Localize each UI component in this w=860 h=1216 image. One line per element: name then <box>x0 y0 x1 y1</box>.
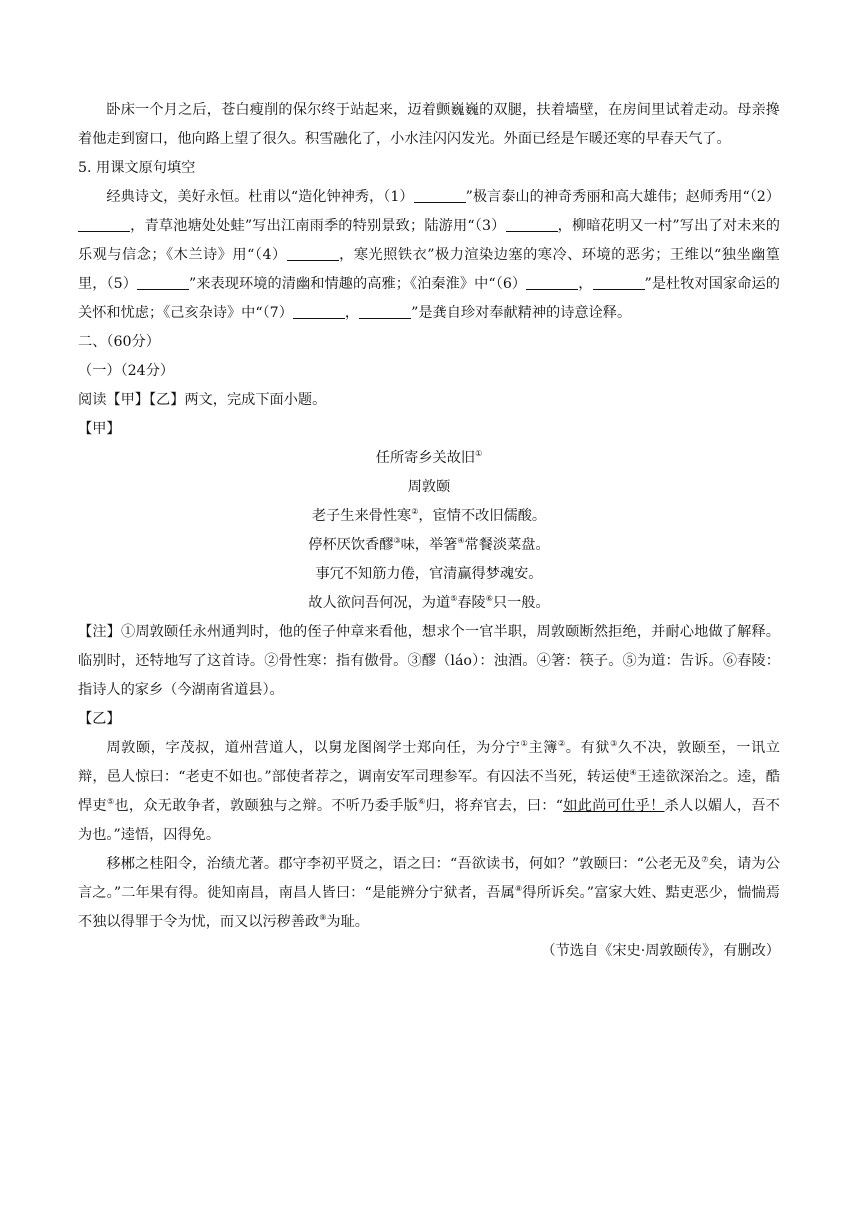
footnote-marker: ④ <box>457 536 465 545</box>
q5-text: ”来表现环境的清幽和情趣的高雅；《泊秦淮》中“（6） <box>188 276 527 292</box>
narrative-paragraph: 卧床一个月之后，苍白瘦削的保尔终于站起来，迈着颤巍巍的双腿，扶着墙壁，在房间里试着走动。母亲搀着他走到窗口，他向路上望了很久。积雪融化了，小水洼闪闪发光。外面已经是乍暖还寒的早春天气了。 <box>78 102 780 147</box>
q5-text: ， <box>344 305 360 321</box>
passage-text: 王逵欲深治之。逵，酷悍吏 <box>78 769 780 814</box>
document-page <box>78 96 780 966</box>
footnote-marker: ⑧ <box>514 884 523 893</box>
footnote-marker: ③ <box>610 739 618 748</box>
q5-text: ，柳暗花明又一村”写出了对未来的乐观与信念；《木兰诗》用“（4） <box>78 218 780 263</box>
poem-text: 停杯厌饮香醪 <box>308 537 394 553</box>
poem-line-4 <box>78 589 780 618</box>
q5-text: ”极言泰山的神奇秀丽和高大雄伟；赵师秀用“（2） <box>465 189 781 205</box>
answer-blank-5[interactable] <box>137 275 189 290</box>
underlined-sentence: 如此尚可仕乎！ <box>563 798 665 814</box>
poem-text: 春陵 <box>457 595 486 611</box>
answer-blank-6a[interactable] <box>526 275 578 290</box>
answer-blank-7a[interactable] <box>293 304 345 319</box>
footnote-marker: ⑤ <box>450 594 458 603</box>
passage-yi-paragraph-1 <box>78 734 780 850</box>
answer-blank-1[interactable] <box>414 188 466 203</box>
subsection-heading: （一）（24分） <box>78 363 175 379</box>
poem-line-3: 事冗不知筋力倦，官清赢得梦魂安。 <box>315 566 543 582</box>
passage-text: 久不决，敦颐至，一讯立辩，邑人惊曰：“老吏不如也。”部使者荐之，调南安军司理参军。有囚法不当死，转运使 <box>78 740 780 785</box>
answer-blank-2[interactable] <box>78 217 130 232</box>
passage-text: 。有狱 <box>565 740 611 756</box>
poem-text: 只一般。 <box>492 595 550 611</box>
answer-blank-4[interactable] <box>287 246 339 261</box>
poem-text: 故人欲问吾何况，为道 <box>308 595 451 611</box>
q5-text: ”是龚自珍对奉献精神的诗意诠释。 <box>411 305 632 321</box>
passage-yi-label: 【乙】 <box>78 711 121 727</box>
q5-text: ， <box>578 276 593 292</box>
footnote-marker: ② <box>557 739 566 748</box>
reading-instruction: 阅读【甲】【乙】两文，完成下面小题。 <box>78 392 327 408</box>
passage-text: 周敦颐，字茂叔，道州营道人，以舅龙图阁学士郑向任，为分宁 <box>106 740 521 756</box>
footnote-marker: ① <box>520 739 529 748</box>
poem-text: 常餐淡菜盘。 <box>464 537 550 553</box>
footnote-marker: ⑨ <box>319 913 327 922</box>
poem-author: 周敦颐 <box>407 479 451 495</box>
question-5-title: 5. 用课文原句填空 <box>78 160 196 176</box>
footnote-marker: ⑦ <box>701 855 709 864</box>
poem-text: 老子生来骨性寒 <box>311 508 412 524</box>
footnote-marker: ③ <box>393 536 401 545</box>
section-heading: 二、（60分） <box>78 334 160 350</box>
footnote-marker: ① <box>475 449 483 458</box>
passage-text: 矣，请为公言之。”二年果有得。徙知南昌，南昌人皆曰：“是能辨分宁狱者，吾属 <box>78 856 781 901</box>
poem-line-2 <box>78 531 780 560</box>
passage-text: 归，将弃官去，曰：“ <box>425 798 564 814</box>
passage-jia-label: 【甲】 <box>78 421 121 437</box>
q5-text: ，寒光照铁衣”极力渲染边塞的寒冷、环境的恶劣；王维以“独坐幽篁里，（5） <box>78 247 780 292</box>
answer-blank-6b[interactable] <box>593 275 645 290</box>
answer-blank-7b[interactable] <box>359 304 411 319</box>
q5-text: ，青草池塘处处蛙”写出江南雨季的特别景致；陆游用“（3） <box>130 218 506 234</box>
poem-notes: 【注】①周敦颐任永州通判时，他的侄子仲章来看他，想求个一官半职，周敦颐断然拒绝，并耐心地做了解释。临别时，还特地写了这首诗。②骨性寒：指有傲骨。③醪（láo）：浊酒。④箸：筷子。⑤为道：告诉。⑥春陵：指诗人的家乡（今湖南省道县）。 <box>78 624 780 698</box>
poem-text: 味，举箸 <box>400 537 458 553</box>
q5-text: 经典诗文，美好永恒。杜甫以“造化钟神秀，（1） <box>106 189 414 205</box>
footnote-marker: ⑥ <box>418 797 426 806</box>
poem-title-text: 任所寄乡关故旧 <box>375 450 476 466</box>
passage-text: 移郴之桂阳令，治绩尤著。郡守李初平贤之，语之曰：“吾欲读书，何如？”敦颐曰：“公老无及 <box>106 856 702 872</box>
footnote-marker: ② <box>411 507 419 516</box>
q5-text: ”是杜牧对国家命运的关怀和忧虑；《己亥杂诗》中“（7） <box>78 276 780 321</box>
passage-text: 为耻。 <box>326 914 369 930</box>
passage-yi-paragraph-2 <box>78 850 780 937</box>
answer-blank-3[interactable] <box>506 217 558 232</box>
footnote-marker: ⑤ <box>106 797 115 806</box>
passage-text: 主簿 <box>528 740 558 756</box>
poem-line-1 <box>78 502 780 531</box>
poem-text: ，宦情不改旧儒酸。 <box>418 508 547 524</box>
passage-text: 得所诉矣。”富家大姓、黠吏恶少，惴惴焉不独以得罪于令为忧，而又以污秽善政 <box>78 885 781 930</box>
footnote-marker: ⑥ <box>485 594 493 603</box>
passage-text: 杀人以媚人，吾不为也。”逵悟，囚得免。 <box>78 798 780 843</box>
source-citation: （节选自《宋史·周敦颐传》，有删改） <box>541 943 780 959</box>
poem-title <box>78 444 780 473</box>
footnote-marker: ④ <box>629 768 637 777</box>
passage-text: 也，众无敢争者，敦颐独与之辩。不听乃委手版 <box>114 798 419 814</box>
question-5-body <box>78 183 780 328</box>
